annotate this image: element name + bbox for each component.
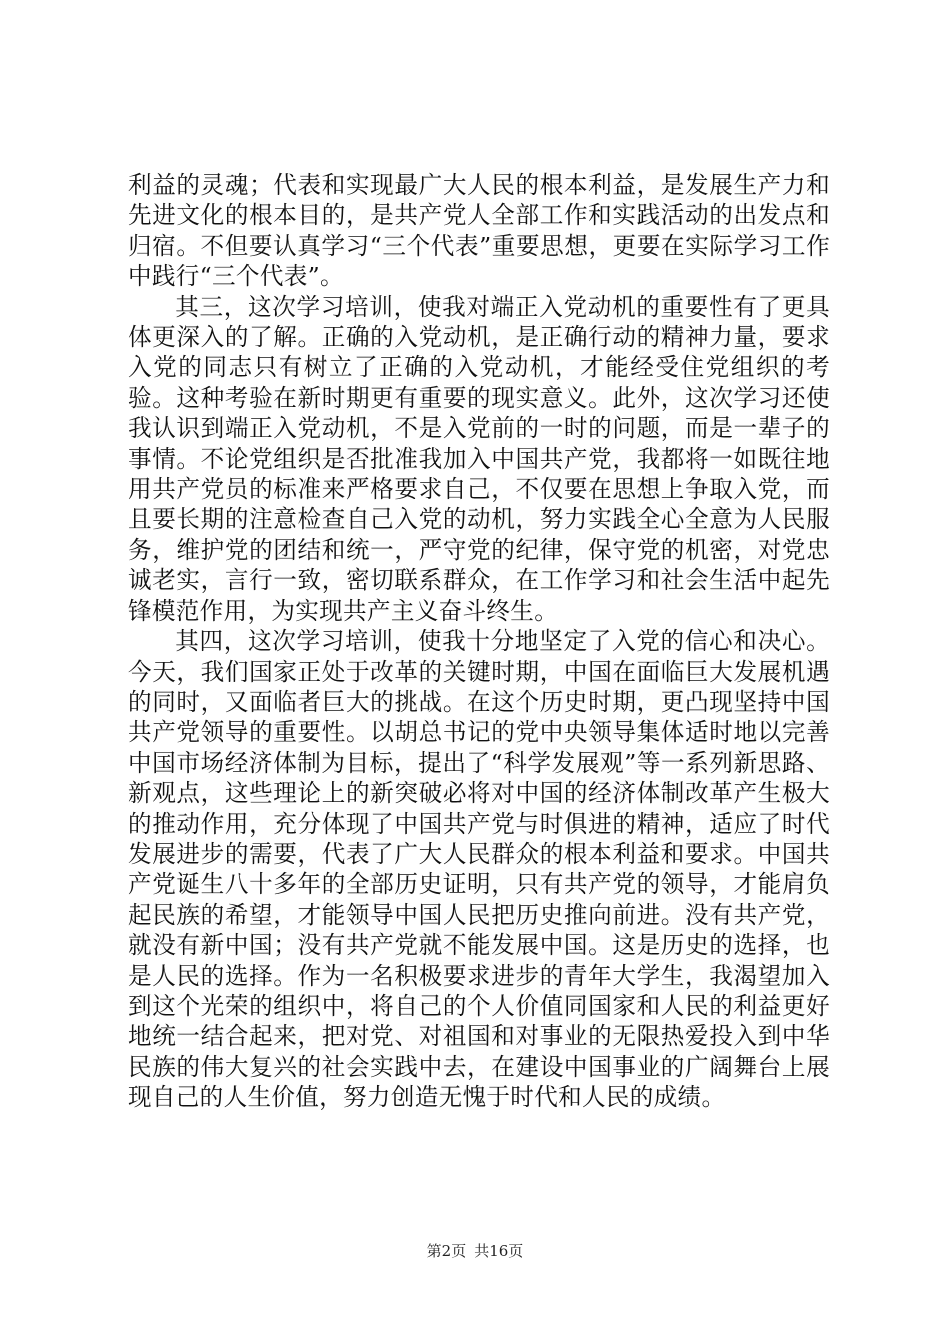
paragraph-3: 其四，这次学习培训，使我十分地坚定了入党的信心和决心。今天，我们国家正处于改革的关键时期，中国在面临巨大发展机遇的同时，又面临者巨大的挑战。在这个历史时期，更凸现坚持中国共产党领导的重要性。以胡总书记的党中央领导集体适时地以完善中国市场经济体制为目标，提出了“科学发展观”等一系列新思路、新观点，这些理论上的新突破必将对中国的经济体制改革产生极大的推动作用，充分体现了中国共产党与时俱进的精神，适应了时代发展进步的需要，代表了广大人民群众的根本利益和要求。中国共产党诞生八十多年的全部历史证明，只有共产党的领导，才能肩负起民族的希望，才能领导中国人民把历史推向前进。没有共产党，就没有新中国；没有共产党就不能发展中国。这是历史的选择，也是人民的选择。作为一名积极要求进步的青年大学生，我渴望加入到这个光荣的组织中，将自己的个人价值同国家和人民的利益更好地统一结合起来，把对党、对祖国和对事业的无限热爱投入到中华民族的伟大复兴的社会实践中去，在建设中国事业的广阔舞台上展现自己的人生价值，努力创造无愧于时代和人民的成绩。 xyxy=(128,627,830,1112)
page-total: 共16页 xyxy=(474,1242,524,1260)
document-body xyxy=(128,170,830,1113)
paragraph-1: 利益的灵魂；代表和实现最广大人民的根本利益，是发展生产力和先进文化的根本目的，是共产党人全部工作和实践活动的出发点和归宿。不但要认真学习“三个代表”重要思想，更要在实际学习工作中践行“三个代表”。 xyxy=(128,171,830,291)
page-footer xyxy=(0,1241,950,1261)
page-number: 第2页 xyxy=(426,1242,467,1260)
paragraph-2: 其三，这次学习培训，使我对端正入党动机的重要性有了更具体更深入的了解。正确的入党动机，是正确行动的精神力量，要求入党的同志只有树立了正确的入党动机，才能经受住党组织的考验。这种考验在新时期更有重要的现实意义。此外，这次学习还使我认识到端正入党动机，不是入党前的一时的问题，而是一辈子的事情。不论党组织是否批准我加入中国共产党，我都将一如既往地用共产党员的标准来严格要求自己，不仅要在思想上争取入党，而且要长期的注意检查自己入党的动机，努力实践全心全意为人民服务，维护党的团结和统一，严守党的纪律，保守党的机密，对党忠诚老实，言行一致，密切联系群众，在工作学习和社会生活中起先锋模范作用，为实现共产主义奋斗终生。 xyxy=(128,292,830,625)
